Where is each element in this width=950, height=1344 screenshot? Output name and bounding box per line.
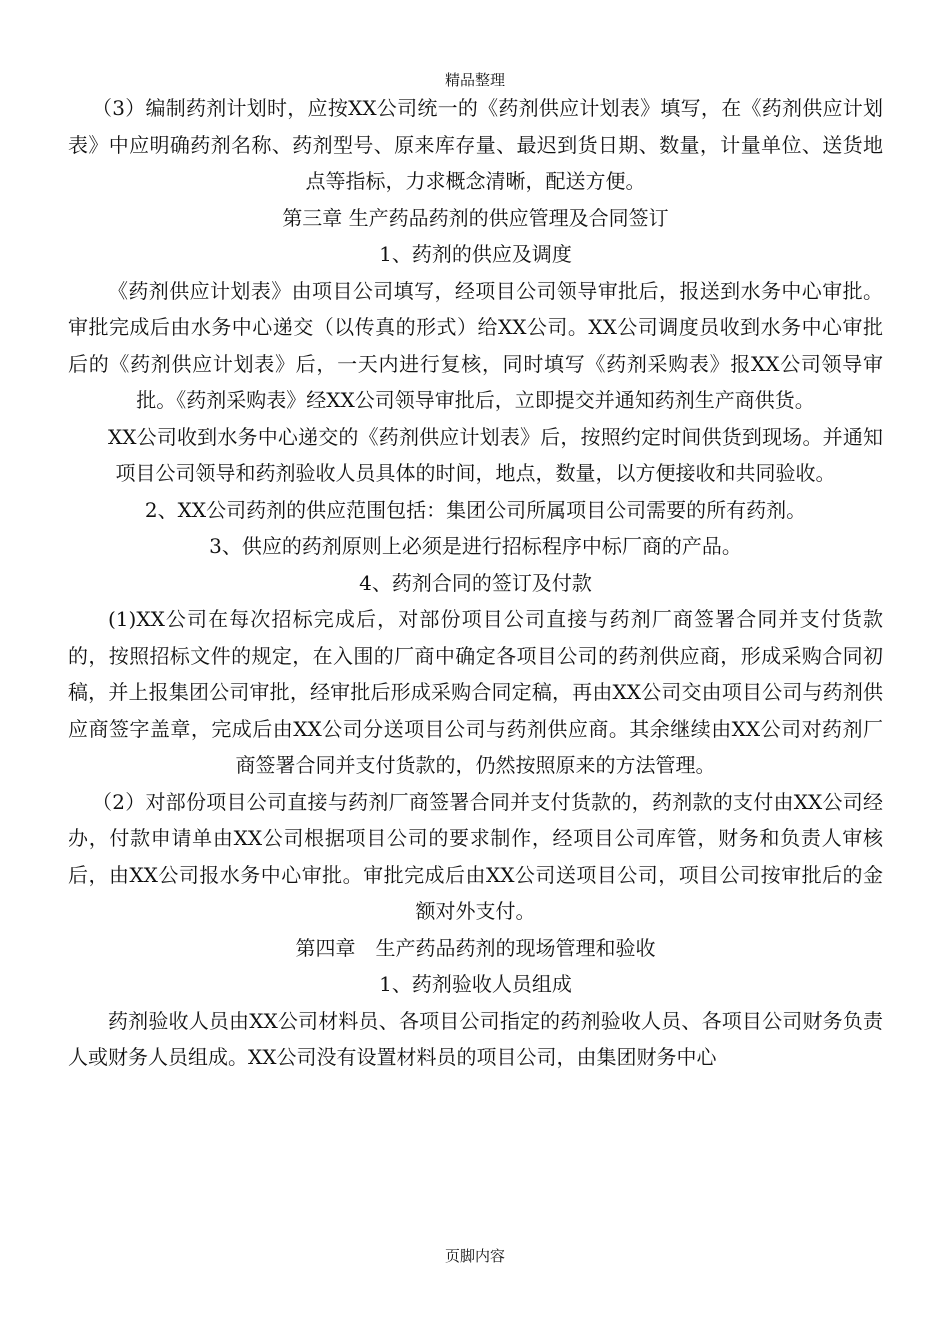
paragraph-delivery-notice: XX公司收到水务中心递交的《药剂供应计划表》后，按照约定时间供货到现场。并通知项目公司领导和药剂验收人员具体的时间，地点，数量，以方便接收和共同验收。 <box>108 424 883 485</box>
page-header: 精品整理 <box>444 71 505 89</box>
chapter-4-title: 第四章 生产药品药剂的现场管理和验收 <box>295 935 656 960</box>
paragraph-inspection-staff: 药剂验收人员由XX公司材料员、各项目公司指定的药剂验收人员、各项目公司财务负责人或财务人员组成。XX公司没有设置材料员的项目公司，由集团财务中心 <box>68 1008 883 1069</box>
section-contract-payment: 4、药剂合同的签订及付款 <box>359 570 592 595</box>
paragraph-payment-process: （2）对部份项目公司直接与药剂厂商签署合同并支付货款的，药剂款的支付由XX公司经办，付款申请单由XX公司根据项目公司的要求制作，经项目公司库管，财务和负责人审核后，由XX公司报水务中心审批。审批完成后由XX公司送项目公司，项目公司按审批后的金额对外支付。 <box>68 789 883 923</box>
section-supply-dispatch: 1、药剂的供应及调度 <box>379 242 572 266</box>
page-footer: 页脚内容 <box>444 1247 505 1265</box>
paragraph-plan-requirements: （3）编制药剂计划时，应按XX公司统一的《药剂供应计划表》填写，在《药剂供应计划表》中应明确药剂名称、药剂型号、原来库存量、最迟到货日期、数量，计量单位、送货地点等指标，力求概念清晰，配送方便。 <box>68 96 883 193</box>
section-supply-scope: 2、XX公司药剂的供应范围包括：集团公司所属项目公司需要的所有药剂。 <box>144 497 807 522</box>
section-tender-principle: 3、供应的药剂原则上必须是进行招标程序中标厂商的产品。 <box>209 534 742 558</box>
section-inspection-staff: 1、药剂验收人员组成 <box>379 972 572 996</box>
chapter-3-title: 第三章 生产药品药剂的供应管理及合同签订 <box>282 205 669 230</box>
document-body <box>68 90 883 1076</box>
paragraph-supply-approval: 《药剂供应计划表》由项目公司填写，经项目公司领导审批后，报送到水务中心审批。审批完成后由水务中心递交（以传真的形式）给XX公司。XX公司调度员收到水务中心审批后的《药剂供应计划表》后，一天内进行复核，同时填写《药剂采购表》报XX公司领导审批。《药剂采购表》经XX公司领导审批后，立即提交并通知药剂生产商供货。 <box>68 278 883 412</box>
paragraph-contract-signing: (1)XX公司在每次招标完成后，对部份项目公司直接与药剂厂商签署合同并支付货款的，按照招标文件的规定，在入围的厂商中确定各项目公司的药剂供应商，形成采购合同初稿，并上报集团公司审批，经审批后形成采购合同定稿，再由XX公司交由项目公司与药剂供应商签字盖章，完成后由XX公司分送项目公司与药剂供应商。其余继续由XX公司对药剂厂商签署合同并支付货款的，仍然按照原来的方法管理。 <box>68 607 883 777</box>
